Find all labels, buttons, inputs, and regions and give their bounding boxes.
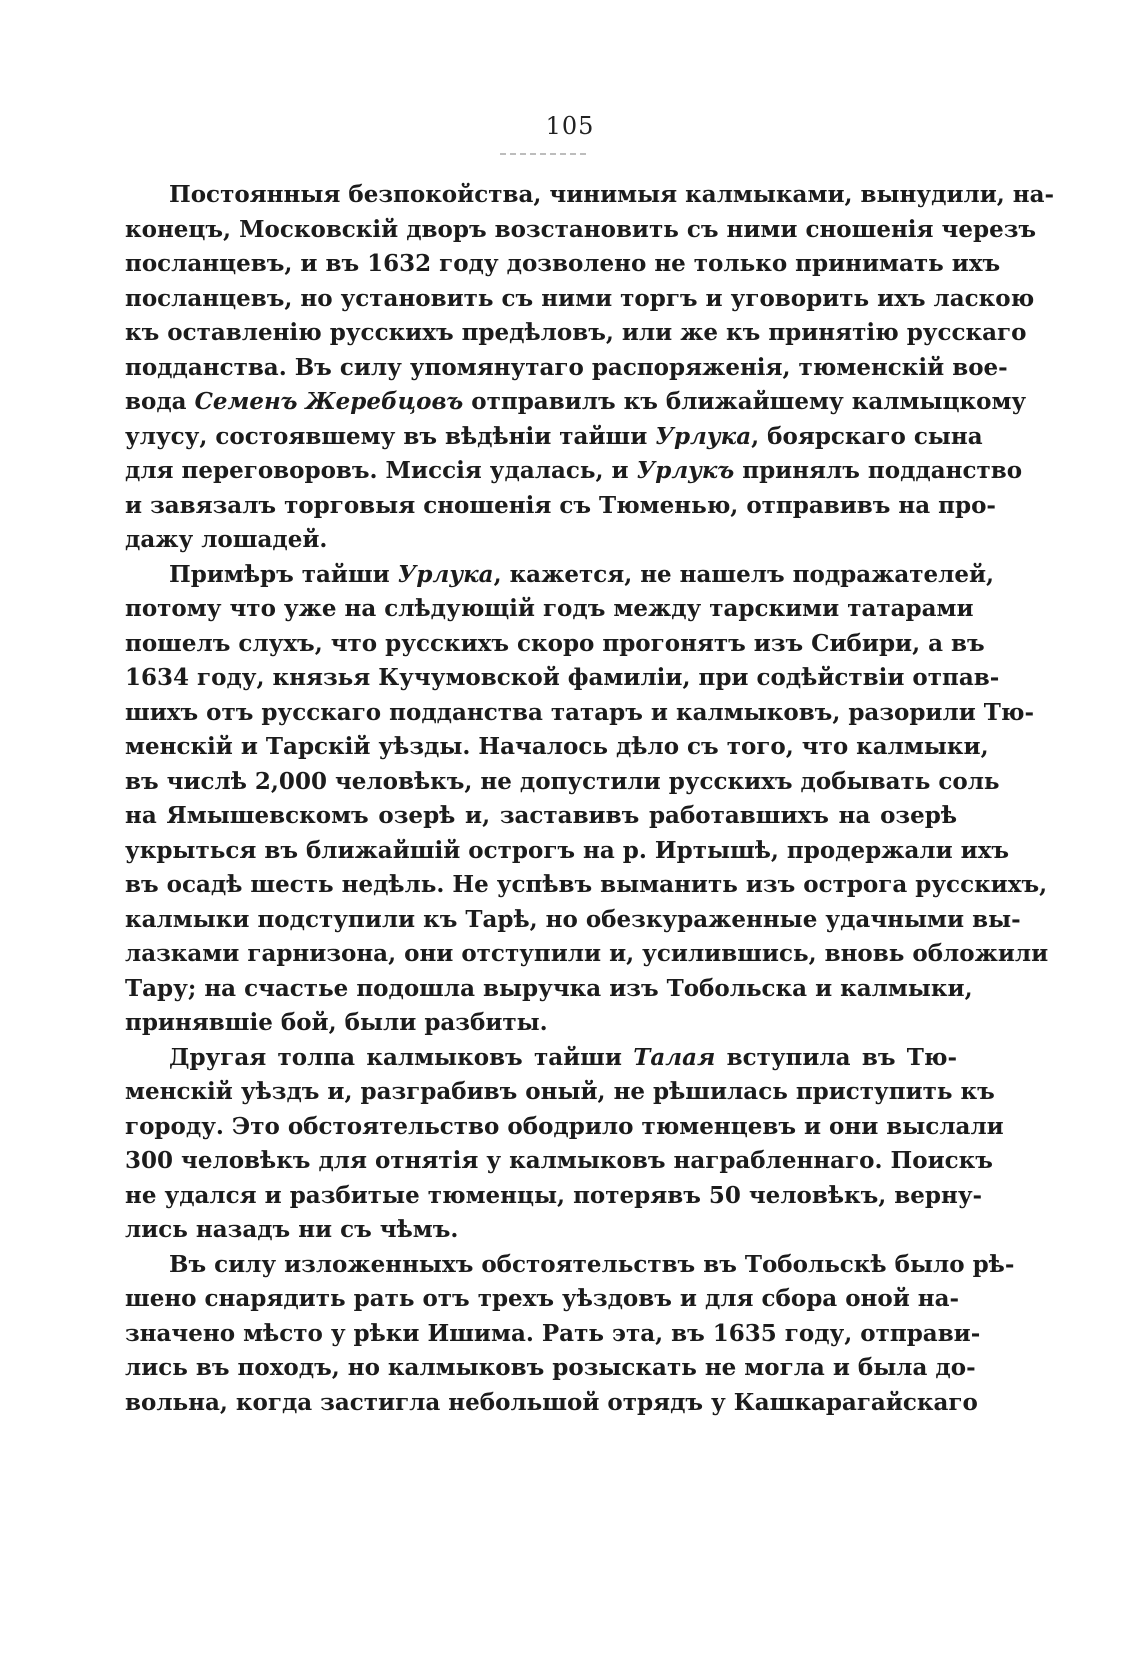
text-line: [125, 661, 1000, 696]
text-line: [125, 627, 985, 662]
text-line: [125, 1213, 957, 1248]
text-line: [125, 1386, 978, 1421]
proper-name: Урлукъ: [636, 457, 735, 484]
text-run: лись назадъ ни съ чѣмъ.: [125, 1216, 459, 1243]
text-line: [125, 730, 989, 765]
text-line: [125, 834, 1010, 869]
text-run: подданства. Въ силу упомянутаго распоряженія, тюменскій вое-: [125, 353, 1008, 381]
text-run: лись въ походъ, но калмыковъ розыскать не могла и была до-: [125, 1354, 976, 1381]
text-line: [125, 1351, 976, 1386]
text-line: [125, 213, 1037, 248]
text-run: для переговоровъ. Миссія удалась, и: [125, 457, 637, 484]
text-run: менскій и Тарскій уѣзды. Началось дѣло съ того, что калмыки,: [125, 733, 989, 760]
proper-name: Урлука: [397, 560, 494, 588]
text-run: городу. Это обстоятельство ободрило тюменцевъ и они выслали: [125, 1112, 1004, 1140]
text-line: [125, 1075, 995, 1110]
text-line: [125, 351, 1008, 386]
text-run: Постоянныя безпокойства, чинимыя калмыками, вынудили, на-: [169, 181, 1055, 208]
text-line: [125, 316, 1027, 351]
proper-name: Талая: [633, 1043, 716, 1071]
text-run: посланцевъ, но установить съ ними торгъ и уговорить ихъ ласкою: [125, 284, 1035, 312]
text-run: , боярскаго сына: [751, 422, 983, 450]
text-line: [125, 592, 974, 627]
text-line: [125, 903, 1021, 938]
document-body: [125, 178, 1055, 1420]
text-run: принявшіе бой, были разбиты.: [125, 1009, 548, 1036]
text-run: потому что уже на слѣдующій годъ между тарскими татарами: [125, 595, 974, 622]
paragraph: [125, 1041, 1004, 1248]
text-line: [125, 247, 1001, 282]
page-number-rule: [500, 153, 586, 155]
text-run: значено мѣсто у рѣки Ишима. Рать эта, въ 1635 году, отправи-: [125, 1319, 981, 1347]
paragraph: [125, 1248, 1015, 1421]
text-run: пошелъ слухъ, что русскихъ скоро прогонятъ изъ Сибири, а въ: [125, 629, 985, 657]
text-run: вольна, когда застигла небольшой отрядъ у Кашкарагайскаго: [125, 1388, 978, 1416]
text-run: шено снарядить рать отъ трехъ уѣздовъ и для сбора оной на-: [125, 1285, 960, 1312]
text-run: менскій уѣздъ и, разграбивъ оный, не рѣшилась приступить къ: [125, 1078, 995, 1105]
text-run: отправилъ къ ближайшему калмыцкому: [463, 388, 1027, 415]
text-line: [125, 558, 995, 593]
text-line: [125, 765, 1000, 800]
text-line: [125, 868, 1048, 903]
text-line: [125, 1144, 993, 1179]
text-line: [125, 1317, 981, 1352]
text-line: [125, 937, 1049, 972]
text-line: [125, 799, 957, 834]
text-line: [125, 1110, 1004, 1145]
proper-name: Семенъ Жеребцовъ: [194, 388, 464, 415]
text-run: , кажется, не нашелъ подражателей,: [493, 560, 995, 588]
proper-name: Урлука: [655, 422, 752, 450]
text-line: [125, 972, 973, 1007]
text-line: [125, 696, 1035, 731]
text-run: Другая толпа калмыковъ тайши: [169, 1043, 634, 1071]
text-line: [125, 385, 1027, 420]
text-line: [125, 420, 983, 455]
text-run: Въ силу изложенныхъ обстоятельствъ въ Тобольскѣ было рѣ-: [169, 1250, 1015, 1278]
text-run: укрыться въ ближайшій острогъ на р. Иртышѣ, продержали ихъ: [125, 836, 1010, 864]
text-line: [125, 1041, 957, 1076]
text-run: принялъ подданство: [734, 457, 1023, 484]
text-run: въ числѣ 2,000 человѣкъ, не допустили русскихъ добывать соль: [125, 767, 1000, 795]
text-run: посланцевъ, и въ 1632 году дозволено не только принимать ихъ: [125, 250, 1001, 277]
text-line: [125, 489, 996, 524]
text-run: Тару; на счастье подошла выручка изъ Тобольска и калмыки,: [125, 974, 973, 1002]
paragraph: [125, 558, 1049, 1041]
text-line: [125, 1006, 957, 1041]
text-line: [125, 454, 1023, 489]
text-run: улусу, состоявшему въ вѣдѣніи тайши: [125, 422, 656, 450]
text-run: конецъ, Московскій дворъ возстановить съ ними сношенія черезъ: [125, 215, 1037, 243]
text-run: 1634 году, князья Кучумовской фамиліи, при содѣйствіи отпав-: [125, 664, 1000, 691]
text-run: калмыки подступили къ Тарѣ, но обезкураженные удачными вы-: [125, 905, 1021, 933]
text-line: [125, 282, 1035, 317]
text-run: не удался и разбитые тюменцы, потерявъ 50 человѣкъ, верну-: [125, 1181, 983, 1209]
text-run: вода: [125, 388, 195, 415]
text-run: и завязалъ торговыя сношенія съ Тюменью, отправивъ на про-: [125, 491, 996, 519]
page-number: 105: [545, 112, 595, 140]
text-run: къ оставленію русскихъ предѣловъ, или же къ принятію русскаго: [125, 319, 1027, 346]
text-run: на Ямышевскомъ озерѣ и, заставивъ работавшихъ на озерѣ: [125, 802, 957, 829]
text-line: [125, 523, 957, 558]
text-line: [125, 178, 1055, 213]
text-run: дажу лошадей.: [125, 526, 328, 553]
text-run: Примѣръ тайши: [169, 560, 398, 588]
text-line: [125, 1282, 960, 1317]
text-line: [125, 1179, 983, 1214]
text-run: въ осадѣ шесть недѣль. Не успѣвъ выманить изъ острога русскихъ,: [125, 871, 1048, 898]
text-run: лазками гарнизона, они отступили и, усилившись, вновь обложили: [125, 940, 1049, 967]
text-run: 300 человѣкъ для отнятія у калмыковъ награбленнаго. Поискъ: [125, 1147, 993, 1174]
text-run: вступила въ Тю-: [715, 1043, 957, 1071]
paragraph: [125, 178, 1055, 558]
text-run: шихъ отъ русскаго подданства татаръ и калмыковъ, разорили Тю-: [125, 698, 1035, 726]
text-line: [125, 1248, 1015, 1283]
